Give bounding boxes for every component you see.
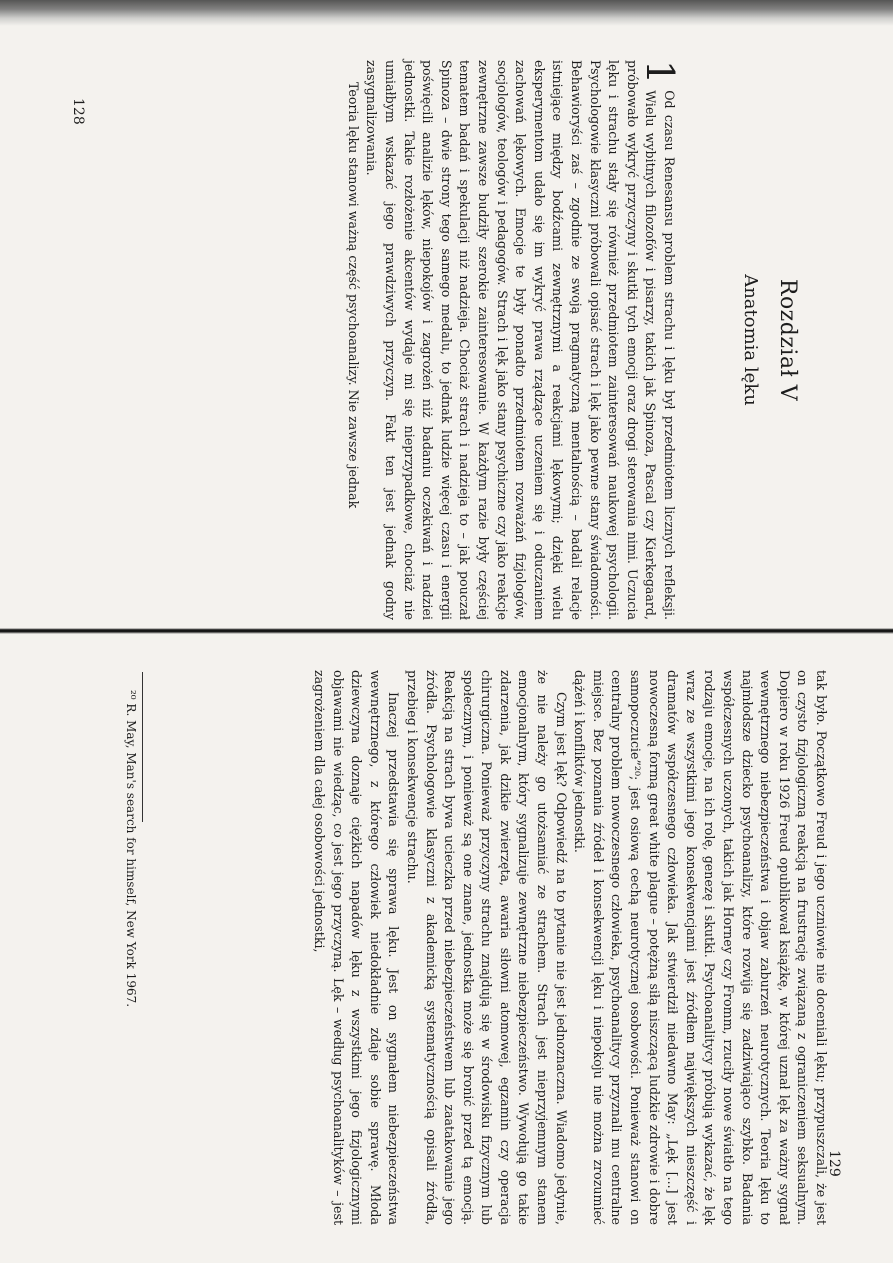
chapter-heading xyxy=(740,60,800,620)
page-number: 128 xyxy=(70,98,86,125)
paragraph: Czym jest lęk? Odpowiedź na to pytanie nie jest jednoznaczna. Wiadomo jedynie, że nie należy go utożsamiać ze strachem. Strach jest nieprzyjemnym stanem emocjonalnym, który sygnalizuje zewnętrzne niebezpieczeństwo. Wywołują go takie zdarzenia, jak dzikie zwierzęta, awaria siłowni atomowej, egzamin czy operacja chirurgiczna. Ponieważ przyczyny strachu znajdują się w środowisku fizycznym lub społecznym, i ponieważ są one znane, jednostka może się bronić przed tą emocją. Reakcją na strach bywa ucieczka przed niebezpieczeństwem lub zaatakowanie jego źródła. Psychologowie klasyczni z akademicką systematycznością opisali źródła, przebieg i konsekwencje strachu. xyxy=(404,670,569,1225)
chapter-subtitle: Anatomia lęku xyxy=(740,274,761,406)
paragraph-text: Od czasu Renesansu problem strachu i lęku był przedmiotem licznych refleksji. Wielu wybitnych filozofów i pisarzy, takich jak Spinoza, Pascal czy Kierkegaard, próbowało wykryć przyczyny i skutki tych emocji oraz drogi sterowania nimi. Uczucia lęku i strachu stały się również przedmiotem zainteresowań naukowej psychologii. Psychologowie klasyczni próbowali opisać strach i lęk jako pewne stany świadomości. Behawioryści zaś – zgodnie ze swoją pragmatyczną mentalnością – badali relacje istniejące między bodźcami zewnętrznymi a reakcjami lękowymi; dzięki wielu eksperymentom udało się im wykryć prawa rządzące uczeniem się i oduczaniem zachowań lękowych. Emocje te były ponadto przedmiotem rozważań fizjologów, socjologów, teologów i pedagogów. Strach i lęk jako stany psychiczne czy jako reakcje zewnętrzne zawsze budziły szerokie zainteresowanie. W każdym razie były częściej tematem badań i spekulacji niż nadzieja. Chociaż strach i nadzieja to – jak pouczał Spinoza – dwie strony tego samego medalu, to jednak ludzie więcej czasu i energii poświęcili analizie lęków, niepokojów i zagrożeń niż badaniu oczekiwań i nadziei jednostki. Takie rozłożenie akcentów wydaje mi się nieprzypadkowe, chociaż nie umiałbym wskazać jego prawdziwych przyczyn. Fakt ten jest jednak godny zasygnalizowania. xyxy=(364,60,677,620)
left-page xyxy=(0,0,893,631)
paragraph: Inaczej przedstawia się sprawa lęku. Jest on sygnałem niebezpieczeństwa wewnętrznego, z którego człowiek niedokładnie zdaje sobie sprawę. Młoda dziewczyna doznaje ciężkich napadów lęku z wszystkimi jego fizjologicznymi objawami nie wiedząc, co jest jego przyczyną. Lęk – według psychoanalityków – jest zagrożeniem dla całej osobowości jednostki, xyxy=(311,670,402,1225)
paragraph xyxy=(362,60,682,620)
footnote: ²⁰ R. May, Man's search for himself, New York 1967. xyxy=(124,690,138,1008)
chapter-title: Rozdział V xyxy=(775,278,800,402)
paragraph: tak było. Początkowo Freud i jego uczniowie nie doceniali lęku; przypuszczali, że jest on czysto fizjologiczną reakcją na frustrację związaną z ograniczeniem seksualnym. Dopiero w roku 1926 Freud opublikował książkę, w której uznał lęk za ważny sygnał wewnętrznego niebezpieczeństwa i objaw zaburzeń neurotycznych. Teoria lęku to najmłodsze dziecko psychoanalizy, które rozwija się zadziwiająco szybko. Badania współczesnych uczonych, takich jak Horney czy Fromm, rzuciły nowe światło na tego rodzaju emocje, na ich rolę, genezę i skutki. Psychoanalitycy próbują wykazać, że lęk wraz ze wszystkimi jego konsekwencjami jest źródłem największych nieszczęść i dramatów współczesnego człowieka. Jak stwierdził niedawno May: „Lęk [...] jest nowoczesną formą great white plague – potężną siłą niszczącą ludzkie zdrowie i dobre samopoczucie”²⁰; jest osiową cechą neurotycznej osobowości. Ponieważ stanowi on centralny problem nowoczesnego człowieka, psychoanalitycy przyznali mu centralne miejsce. Bez poznania źródeł i konsekwencji lęku i niepokoju nie można zrozumieć dążeń i konfliktów jednostki. xyxy=(572,670,829,1225)
drop-cap: 1 xyxy=(638,60,682,85)
footnote-rule xyxy=(142,672,143,822)
page-number: 129 xyxy=(826,1150,842,1177)
right-page-content xyxy=(100,670,830,1225)
left-page-content xyxy=(80,60,800,620)
paragraph: Teoria lęku stanowi ważną część psychoanalizy. Nie zawsze jednak xyxy=(345,82,361,509)
